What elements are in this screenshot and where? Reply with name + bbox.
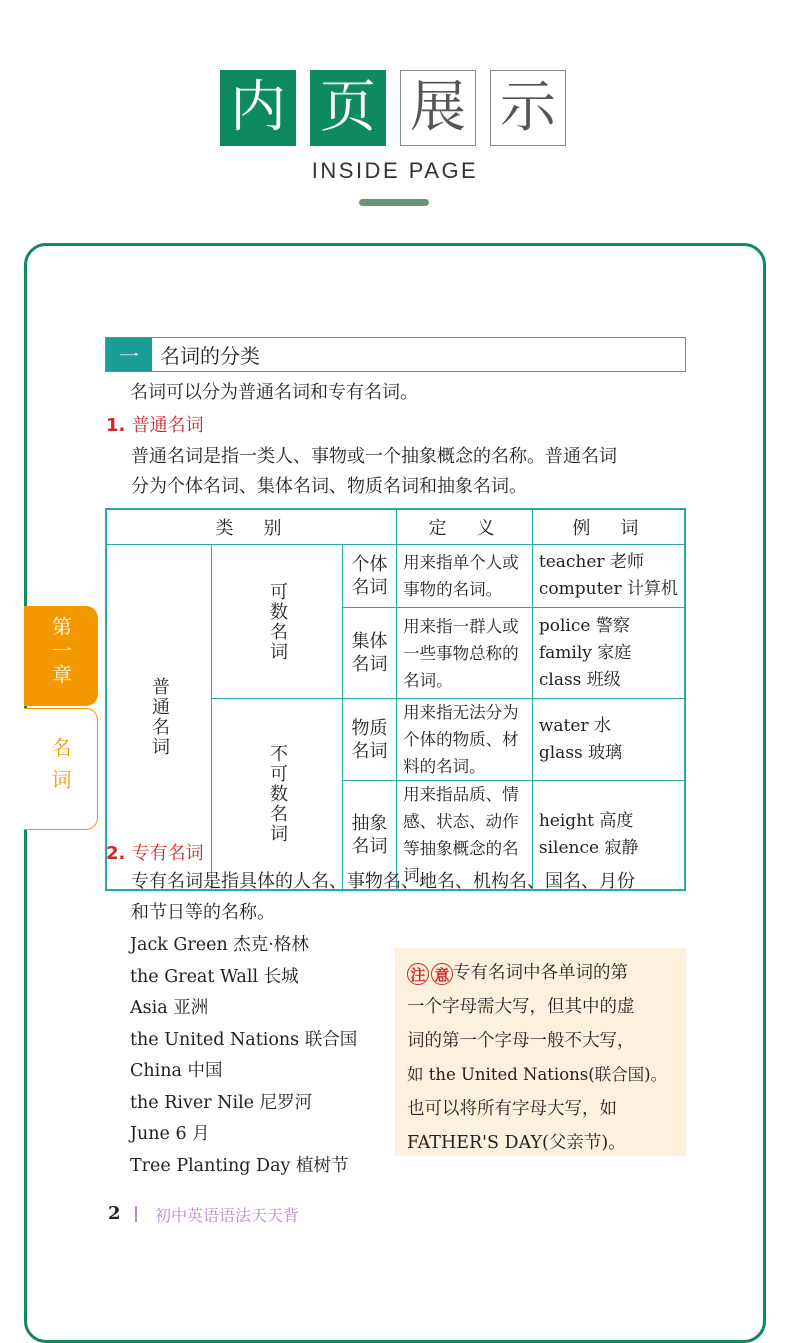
table-definition: 用来指无法分为个体的物质、材料的名词。 [397,699,533,781]
table-example: family 家庭 [538,642,632,663]
proper-text-line-1: 专有名词是指具体的人名、事物名、地名、机构名、国名、月份 [131,871,635,892]
header-char-1: 内 [220,70,296,146]
proper-heading [106,839,204,865]
common-text-line-1: 普通名词是指一类人、事物或一个抽象概念的名称。普通名词 [131,446,617,467]
table-header-category: 类 别 [106,509,397,545]
chapter-tab-label: 第一章 [48,616,73,688]
table-type-cell [343,699,397,781]
list-item: Jack Green 杰克·格林 [130,935,309,955]
table-example: computer 计算机 [538,579,678,599]
table-uncountable-label: 不可数名词 [267,744,288,844]
table-example: class 班级 [538,669,621,690]
list-item: Asia 亚洲 [130,998,209,1018]
section-intro: 名词可以分为普通名词和专有名词。 [130,382,418,403]
table-type: 集体名词 [351,631,388,675]
topic-tab-label: 名词 [48,737,72,801]
table-header-definition: 定 义 [397,509,533,545]
list-item: the Great Wall 长城 [130,966,299,987]
table-example: water 水 [538,715,611,736]
table-examples-cell [532,545,685,608]
proper-text-line-2: 和节日等的名称。 [131,902,275,923]
table-definition: 用来指品质、情感、状态、动作等抽象概念的名词。 [397,781,533,891]
table-type: 物质名词 [351,717,388,762]
section-title: 名词的分类 [160,344,260,368]
proper-example-list [130,930,357,1182]
note-line: 词的第一个字母一般不大写， [407,1031,635,1051]
page-number: 2 [108,1203,121,1224]
list-item: June 6 月 [130,1124,210,1144]
common-title: 普通名词 [131,415,204,436]
table-type-cell [343,545,397,608]
note-tag-char: 意 [431,963,453,985]
note-line: 如 the United Nations(联合国)。 [407,1065,668,1084]
section-number: 一 [106,338,152,371]
topic-tab[interactable] [24,708,98,830]
list-item: China 中国 [130,1061,223,1081]
table-examples-cell [532,608,685,699]
table-type-cell [343,608,397,699]
header-underline [359,199,429,206]
header-char-2: 页 [310,70,386,146]
proper-title: 专有名词 [131,843,204,864]
table-header-row [106,509,685,545]
table-header-examples: 例 词 [532,509,685,545]
table-countable-cell [212,545,343,699]
noun-table [105,508,686,891]
table-group-label: 普通名词 [149,677,170,757]
note-tag-icon [407,963,453,985]
note-tag-char: 注 [407,963,429,985]
header-char-4: 示 [490,70,566,146]
chapter-tab[interactable] [24,606,98,706]
table-definition: 用来指单个人或事物的名词。 [397,545,533,608]
table-row [106,545,685,608]
note-line: 一个字母需大写，但其中的虚 [407,997,635,1017]
section-heading [105,337,686,372]
note-line: FATHER'S DAY(父亲节)。 [407,1133,626,1153]
table-countable-label: 可数名词 [267,581,288,662]
common-heading [106,411,204,437]
footer-divider [135,1206,137,1222]
note-line [407,956,676,990]
table-type: 抽象名词 [351,813,388,857]
common-text-line-2: 分为个体名词、集体名词、物质名词和抽象名词。 [131,476,527,497]
table-definition: 用来指一群人或一些事物总称的名词。 [397,608,533,699]
proper-number: 2. [106,843,126,864]
book-title: 初中英语语法天天背 [155,1206,300,1225]
note-text: 专有名词中各单词的第 [453,963,628,983]
table-example: police 警察 [538,615,630,636]
table-examples-cell [532,699,685,781]
table-example: glass 玻璃 [538,742,623,763]
table-example: teacher 老师 [538,552,644,572]
header-subtitle: INSIDE PAGE [311,158,479,183]
table-example: silence 寂静 [538,838,639,858]
table-type: 个体名词 [351,554,388,598]
list-item: the River Nile 尼罗河 [130,1092,313,1113]
list-item: Tree Planting Day 植树节 [130,1155,349,1176]
header-char-3: 展 [400,70,476,146]
list-item: the United Nations 联合国 [130,1029,358,1050]
note-line: 也可以将所有字母大写，如 [407,1099,617,1119]
common-number: 1. [106,415,126,436]
table-uncountable-cell [212,699,343,891]
note-box [395,948,686,1156]
table-example: height 高度 [538,811,634,831]
